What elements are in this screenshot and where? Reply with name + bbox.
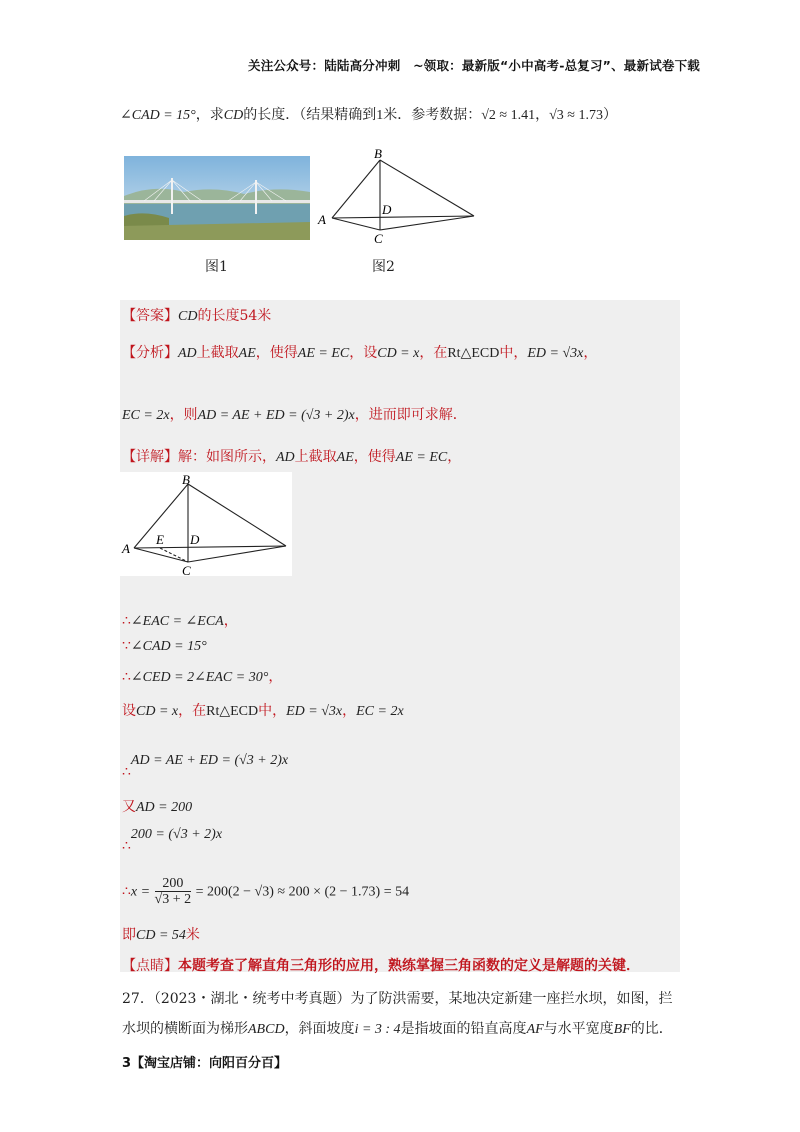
step-1: ∴∠EAC = ∠ECA， — [122, 613, 238, 629]
point-label-d: D — [190, 532, 200, 547]
detail-line: 【详解】解：如图所示，AD上截取AE，使得AE = EC， — [122, 449, 462, 465]
solution-panel — [120, 300, 680, 972]
point-label-d: D — [382, 202, 392, 217]
bridge-photo — [124, 156, 310, 240]
answer-line: 【答案】CD的长度54米 — [122, 308, 272, 324]
page-header: 关注公众号：陆陆高分冲刺 ~领取：最新版“小中高考-总复习”、最新试卷下载 — [248, 58, 700, 73]
analysis-line-2: EC = 2x，则AD = AE + ED = (√3 + 2)x，进而即可求解． — [122, 407, 467, 423]
point-label-e: E — [156, 532, 164, 547]
step-6: 又AD = 200 — [122, 799, 193, 815]
step-4: 设CD = x，在Rt△ECD中，ED = √3x，EC = 2x — [122, 703, 404, 719]
point-label-c: C — [182, 563, 191, 576]
problem-27-line-1: 27．（2023・湖北・统考中考真题）为了防洪需要，某地决定新建一座拦水坝，如图，拦 — [122, 991, 673, 1007]
fraction: $\frac{200}{√3 + 2}$ — [154, 876, 192, 907]
point-label-a: A — [122, 541, 130, 556]
step-2: ∵∠CAD = 15° — [122, 638, 207, 654]
step-9: 即CD = 54米 — [122, 927, 200, 943]
comment-line: 【点睛】本题考查了解直角三角形的应用，熟练掌握三角函数的定义是解题的关键． — [122, 958, 640, 974]
point-label-c: C — [374, 231, 383, 246]
step-8: ∴x = $\frac{200}{√3 + 2}$ = 200(2 − √3) ≈ 200 × (2 − 1.73) = 54 — [122, 876, 410, 907]
point-label-b: B — [374, 146, 382, 161]
step-7: ∴200 = (√3 + 2)x — [122, 827, 223, 854]
figure-2-caption: 图2 — [372, 259, 395, 275]
figure-1-caption: 图1 — [205, 259, 228, 275]
point-label-b: B — [182, 472, 190, 487]
analysis-line-1: 【分析】AD上截取AE，使得AE = EC，设CD = x，在Rt△ECD中，ED = √3x， — [122, 345, 598, 361]
step-3: ∴∠CED = 2∠EAC = 30°， — [122, 669, 283, 685]
problem-27-line-2: 水坝的横断面为梯形ABCD，斜面坡度i = 3 : 4是指坡面的铅直高度AF与水平宽度BF的比． — [122, 1021, 673, 1037]
step-5: ∴AD = AE + ED = (√3 + 2)x — [122, 753, 289, 780]
detail-diagram — [120, 472, 292, 576]
problem-tail: ∠CAD = 15°，求CD的长度．（结果精确到1米．参考数据：√2 ≈ 1.41，√3 ≈ 1.73） — [120, 107, 617, 123]
point-label-a: A — [318, 212, 326, 227]
page-footer: 3【淘宝店铺：向阳百分百】 — [122, 1056, 288, 1071]
figure-2-diagram — [312, 146, 482, 246]
